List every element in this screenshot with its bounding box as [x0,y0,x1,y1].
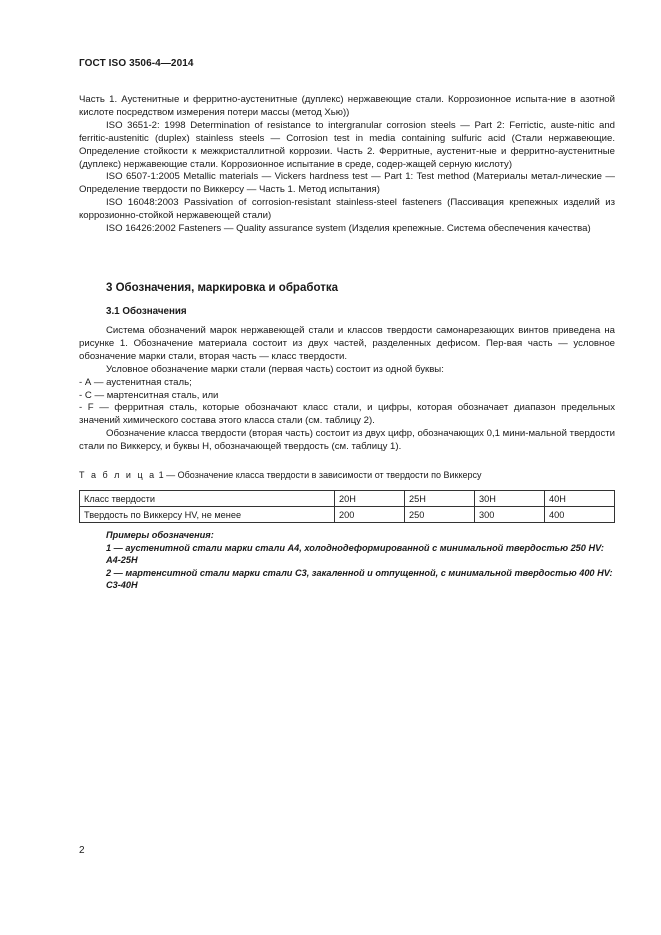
table-cell: 200 [335,507,405,523]
table-cell: 300 [475,507,545,523]
examples-heading: Примеры обозначения: [106,530,214,540]
example-code: A4-25H [106,555,138,566]
table-caption-text: 1 — Обозначение класса твердости в зависимости от твердости по Виккерсу [158,470,482,480]
table-caption-label: Т а б л и ц а [79,470,157,480]
designation-text [79,325,615,454]
table-cell: Твердость по Виккерсу HV, не менее [80,507,335,523]
table-cell: 20H [335,491,405,507]
reference-item: Часть 1. Аустенитные и ферритно-аустенитные (дуплекс) нержавеющие стали. Коррозионное испыта-ние в азотной кислоте посредством измерения потери массы (метод Хью)) [79,94,615,118]
designation-examples [79,529,615,592]
table-cell: 250 [405,507,475,523]
list-item: - F — ферритная сталь, которые обозначают класс стали, и цифры, которая обозначает диапазон предельных значений химического состава этого класса стали (см. таблицу 2). [79,402,615,427]
page-number: 2 [79,845,85,856]
reference-item: ISO 16426:2002 Fasteners — Quality assurance system (Изделия крепежные. Система обеспечения качества) [106,223,591,235]
paragraph: Система обозначений марок нержавеющей стали и классов твердости самонарезающих винтов приведена на рисунке 1. Обозначение материала состоит из двух частей, разделенных дефисом. Пер-вая часть — условное обозначение марки стали, вторая часть — класс твердости. [79,325,615,362]
subsection-title: 3.1 Обозначения [106,306,187,317]
hardness-table [79,490,615,523]
list-item: - С — мартенситная сталь, или [79,389,219,401]
table-cell: 30H [475,491,545,507]
example-code: C3-40H [106,580,138,591]
reference-item: ISO 3651-2: 1998 Determination of resistance to intergranular corrosion steels — Part 2: Ferrictic, auste-nitic and ferritic-austenitic (duplex) stainless steels — Corrosion test in media containing sulfuric acid (Стали нержавеющие. Определение стойкости к межкристаллитной коррозии. Часть 2. Ферритные, аустенит-ные и ферритно-аустенитные (дуплекс) нержавеющие стали. Коррозионное испытание в среде, содер-жащей серную кислоту) [79,119,615,170]
normative-references [79,94,615,236]
table-row [80,491,615,507]
paragraph: Условное обозначение марки стали (первая часть) состоит из одной буквы: [106,363,444,375]
table-row [80,507,615,523]
reference-item: ISO 6507-1:2005 Metallic materials — Vickers hardness test — Part 1: Test method (Материалы метал-лические — Определение твердости по Виккерсу — Часть 1. Метод испытания) [79,171,615,196]
table-cell: 40H [545,491,615,507]
section-title: 3 Обозначения, маркировка и обработка [106,282,338,294]
table-cell: 25H [405,491,475,507]
table-cell: 400 [545,507,615,523]
reference-item: ISO 16048:2003 Passivation of corrosion-resistant stainless-steel fasteners (Пассивация крепежных изделий из коррозионно-стойкой нержавеющей стали) [79,197,615,222]
paragraph: Обозначение класса твердости (вторая часть) состоит из двух цифр, обозначающих 0,1 мини-мальной твердости стали по Виккерсу, и буквы Н, обозначающей твердость (см. таблицу 1). [79,428,615,453]
table-caption [79,470,482,480]
example-text: 2 — мартенситной стали марки стали С3, закаленной и отпущенной, с минимальной твердостью 400 HV: [106,567,613,578]
example-text: 1 — аустенитной стали марки стали А4, холоднодеформированной с минимальной твердостью 250 HV: [106,542,604,553]
list-item: - А — аустенитная сталь; [79,376,192,388]
table-cell: Класс твердости [80,491,335,507]
document-header: ГОСТ ISO 3506-4—2014 [79,58,194,69]
